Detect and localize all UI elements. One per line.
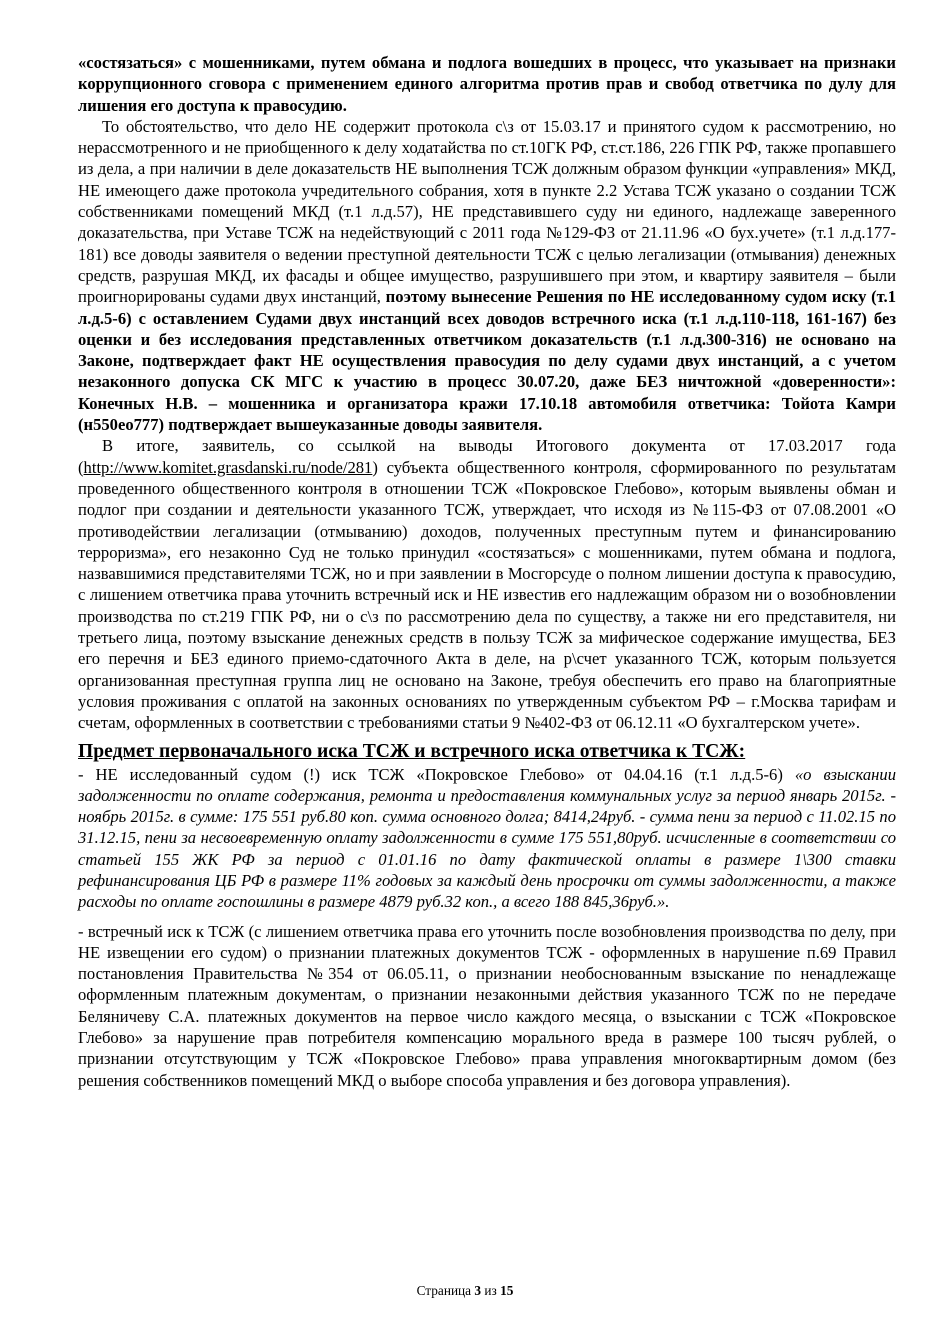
claim-item-1-quote: «о взыскании задолженности по оплате содержания, ремонта и предоставления коммунальных услуг за период январь 2015г. - ноябрь 2015г. в сумме: 175 551 руб.80 коп. сумма основного долга; 8414,24руб. - сумма пени за период с 11.02.15 по 31.12.15, пени за несвоевременную оплату задолженности в сумме 175 551,80руб. исчисленные в соответствии со статьей 155 ЖК РФ за период с 01.01.16 по дату фактической оплаты в размере 1\300 ставки рефинансирования ЦБ РФ в размере 11% годовых за каждый день просрочки от суммы задолженности, а также расходы по оплате госпошлины в размере 4879 руб.32 коп., а всего 188 845,36руб.».: [78, 764, 896, 912]
paragraph-3: [78, 435, 896, 733]
paragraph-2: [78, 116, 896, 435]
source-link[interactable]: http://www.komitet.grasdanski.ru/node/281: [83, 457, 373, 477]
footer-prefix: Страница: [416, 1283, 472, 1298]
claim-item-1: [78, 764, 896, 913]
footer-page-number: 3: [474, 1283, 482, 1298]
footer-of: из: [484, 1283, 497, 1298]
footer-total-pages: 15: [500, 1283, 514, 1298]
paragraph-1: [78, 52, 896, 116]
paragraph-2-bold: поэтому вынесение Решения по НЕ исследованному судом иску (т.1 л.д.5-6) с оставлением Судами двух инстанций всех доводов встречного иска (т.1 л.д.110-118, 161-167) без оценки и без исследования представленных ответчиком доказательств (т.1 л.д.300-316) не основано на Законе, подтверждает факт НЕ осуществления правосудия по делу судами двух инстанций, а с учетом незаконного допуска СК МГС к участию в процесс 30.07.20, даже БЕЗ ничтожной «доверенности»: Конечных Н.В. – мошенника и организатора кражи 17.10.18 автомобиля ответчика: Тойота Камри (н550ео777) подтверждает вышеуказанные доводы заявителя.: [78, 287, 897, 435]
document-page: [78, 52, 896, 1091]
paragraph-1-bold: «состязаться» с мошенниками, путем обмана и подлога вошедших в процесс, что указывает на признаки коррупционного сговора с применением единого алгоритма против прав и свобод ответчика по дулу для лишения его доступа к правосудию.: [78, 53, 896, 115]
claim-item-2: [78, 921, 896, 1091]
paragraph-3-before-link: В итоге, заявитель, со ссылкой на выводы Итогового документа от 17.03.2017 года (: [78, 436, 896, 477]
page-footer: [0, 1283, 930, 1299]
paragraph-3-after-link: ) субъекта общественного контроля, сформированного по результатам проведенного общественного контроля в отношении ТСЖ «Покровское Глебово», которым выявлены обман и подлог при создании и деятельности указанного ТСЖ, утверждает, что исходя из №115-ФЗ от 07.08.2001 «О противодействии легализации (отмыванию) доходов, полученных преступным путем и финансированию терроризма», его незаконно Суд не только принудил «состязаться» с мошенниками, путем обмана и подлога, назвавшимися представителями ТСЖ, но и при заявлении в Мосгорсуде о полном лишении доступа к правосудию, с лишением ответчика права уточнить встречный иск и НЕ известив его надлежащим образом ни о возобновлении производства по ст.219 ГПК РФ, ни о с\з по рассмотрению дела по существу, а также ни его представителя, ни третьего лица, поэтому взыскание денежных средств в пользу ТСЖ за мифическое содержание имущества, БЕЗ его перечня и БЕЗ единого приемо-сдаточного Акта в деле, на р\счет указанного ТСЖ, которым пользуется организованная преступная группа лиц не основано на Законе, требуя обеспечить его право на благоприятные условия проживания с оплатой на законных основаниях по утвержденным субъектом РФ – г.Москва тарифам и счетам, оформленных в соответствии с требованиями статьи 9 №402-ФЗ от 06.12.11 «О бухгалтерском учете».: [78, 457, 896, 733]
paragraph-2-text: То обстоятельство, что дело НЕ содержит протокола с\з от 15.03.17 и принятого судом к рассмотрению, но нерассмотренного и не приобщенного к делу ходатайства по ст.10ГК РФ, ст.ст.186, 226 ГПК РФ, также пропавшего из дела, а при наличии в деле доказательств НЕ выполнения ТСЖ должным образом функции «управления» МКД, НЕ имеющего даже протокола учредительного собрания, хотя в пункте 2.2 Устава ТСЖ указано о создании ТСЖ собственниками помещений МКД (т.1 л.д.57), НЕ представившего суду ни единого, надлежаще заверенного доказательства, при Уставе ТСЖ на недействующий с 2011 года №129-ФЗ от 21.11.96 «О бух.учете» (т.1 л.д.177-181) все доводы заявителя о ведении преступной деятельности ТСЖ с целью легализации (отмывания) денежных средств, разрушая МКД, их фасады и общее имущество, разрушившего при этом, и квартиру заявителя – были проигнорированы судами двух инстанций,: [78, 116, 896, 307]
claim-item-2-text: - встречный иск к ТСЖ (с лишением ответчика права его уточнить после возобновления производства по делу, при НЕ извещении его судом) о признании платежных документов ТСЖ - оформленных в нарушение п.69 Правил постановления Правительства №354 от 06.05.11, о признании необоснованным взыскание по ненадлежаще оформленным платежным документам, о признании незаконными действия указанного ТСЖ по не передаче Беляничеву С.А. платежных документов на первое число каждого месяца, о взыскании с ТСЖ «Покровское Глебово» за нарушение прав потребителя компенсацию морального вреда в размере 100 тысяч рублей, о признании отсутствующим у ТСЖ «Покровское Глебово» права управления многоквартирным домом (без решения собственников помещений МКД о выборе способа управления и без договора управления).: [78, 921, 896, 1090]
section-heading: Предмет первоначального иска ТСЖ и встречного иска ответчика к ТСЖ:: [78, 740, 746, 762]
claim-item-1-text: - НЕ исследованный судом (!) иск ТСЖ «Покровское Глебово» от 04.04.16 (т.1 л.д.5-6): [78, 764, 783, 784]
